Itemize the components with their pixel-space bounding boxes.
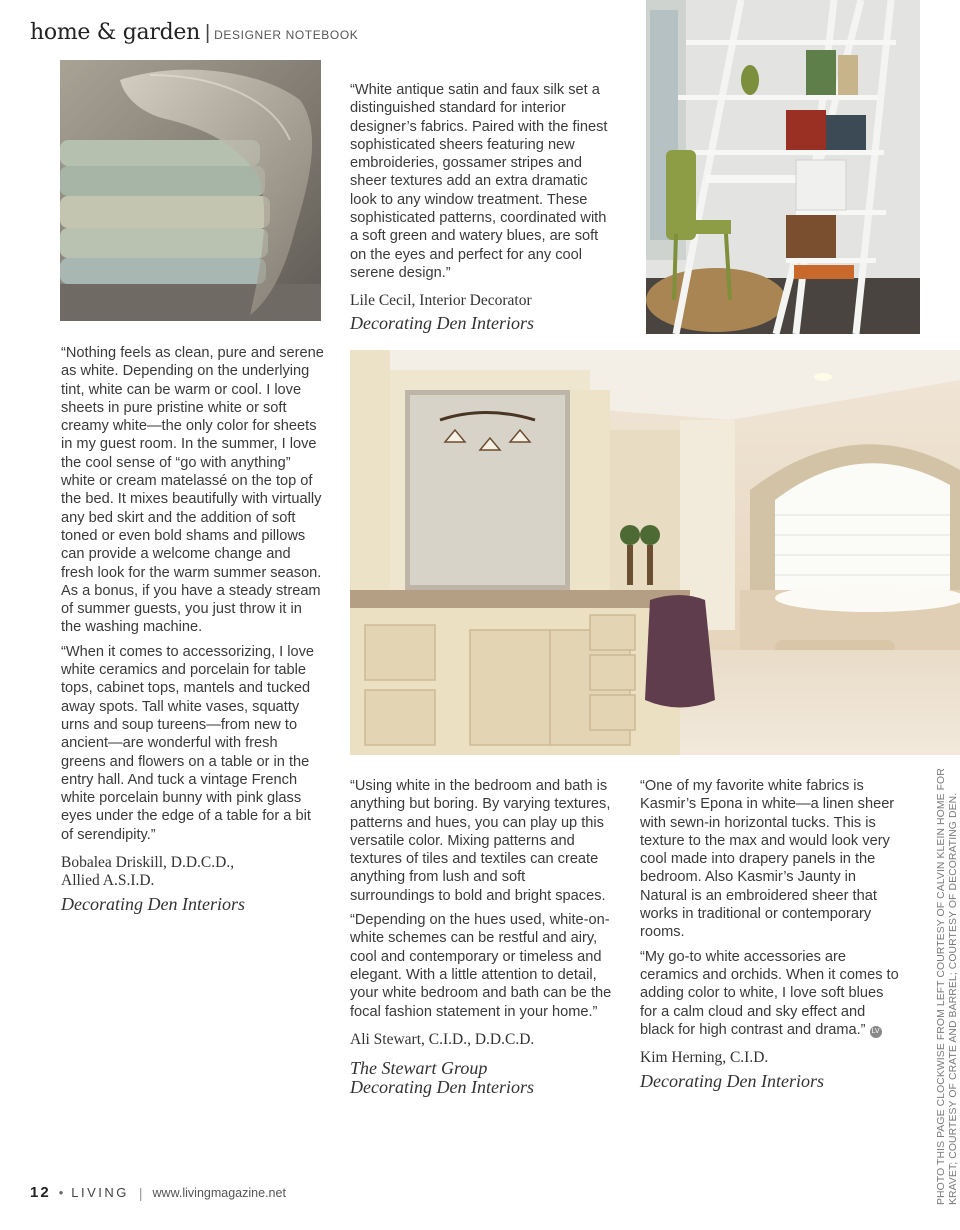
- end-mark-icon: LV: [870, 1026, 882, 1038]
- footer-divider: |: [138, 1184, 143, 1201]
- quote-paragraph: “Using white in the bedroom and bath is anything but boring. By varying textures, patterns and hues, you can play up this versatile color. Mixing patterns and textures of tiles and textiles can create anything from lush and soft surroundings to bold and bright spaces.: [350, 778, 611, 904]
- footer-bullet: •: [58, 1185, 64, 1200]
- quote-bobalea-driskill: [61, 344, 326, 915]
- author-name: Kim Herning, C.I.D.: [640, 1049, 769, 1067]
- photo-credit-line: PHOTO THIS PAGE CLOCKWISE FROM LEFT COURTESY OF CALVIN KLEIN HOME FOR: [936, 768, 947, 1205]
- quote-paragraph: [640, 948, 902, 1039]
- quote-paragraph: “White antique satin and faux silk set a distinguished standard for interior designer’s fabrics. Paired with the finest sophisticated sheers featuring new embroideries, gossamer stripes and sheer textures add an extra dramatic look to any window treatment. These sophisticated patterns, coordinated with a soft green and watery blues, are soft on the eyes and perfect for any cool serene design.”: [350, 82, 608, 281]
- shelf-illustration: [646, 0, 920, 334]
- quote-paragraph: “Nothing feels as clean, pure and serene as white. Depending on the underlying tint, white can be warm or cool. I love sheets in pure pristine white or soft creamy white—the only color for sheets in my guest room. In the summer, I love the cool sense of “go with anything” white or cream matelassé on the top of the bed. It mixes beautifully with virtually any bed skirt and the addition of soft toned or even bold shams and pillows can provide a welcome change and fresh look for the warm summer season. As a bonus, if you have a steady stream of summer guests, you just throw it in the washing machine.: [61, 345, 324, 636]
- page-footer: [30, 1184, 286, 1201]
- company-name: Decorating Den Interiors: [350, 313, 534, 334]
- author-name: Bobalea Driskill, D.D.C.D.,: [61, 854, 235, 872]
- company-name: The Stewart Group: [350, 1057, 488, 1078]
- photo-credit-line: KRAVET; COURTESY OF CRATE AND BARREL; COURTESY OF DECORATING DEN.: [948, 792, 959, 1205]
- header-divider: |: [204, 22, 211, 44]
- author-name: Ali Stewart, C.I.D., D.D.C.D.: [350, 1030, 535, 1048]
- company-name: Decorating Den Interiors: [350, 1077, 534, 1098]
- company-name: Decorating Den Interiors: [640, 1071, 824, 1092]
- quote-lile-cecil: [350, 81, 618, 334]
- bathroom-illustration: [350, 350, 960, 755]
- photo-credit: [936, 765, 960, 1205]
- page-number: 12: [30, 1184, 51, 1201]
- company-name: Decorating Den Interiors: [61, 894, 245, 915]
- subsection-title: DESIGNER NOTEBOOK: [214, 28, 359, 42]
- author-credentials: Allied A.S.I.D.: [61, 872, 155, 890]
- author-name: Lile Cecil, Interior Decorator: [350, 292, 532, 310]
- website-url: www.livingmagazine.net: [152, 1185, 286, 1200]
- quote-kim-herning: [640, 777, 902, 1092]
- linens-photo: [60, 60, 321, 321]
- quote-paragraph: “One of my favorite white fabrics is Kasmir’s Epona in white—a linen sheer with sewn-in horizontal tucks. This is texture to the max and would look very cool made into drapery panels in the bedroom. Also Kasmir’s Jaunty in Natural is an embroidered sheer that works in traditional or contemporary rooms.: [640, 778, 895, 941]
- quote-paragraph: “When it comes to accessorizing, I love white ceramics and porcelain for table tops, cabinet tops, mantels and tucked away spots. Tall white vases, squatty urns and soup tureens—from new to ancient—are wonderful with fresh greens and flowers on a table or in the entry hall. And tuck a vintage French white porcelain bunny with pink glass eyes under the edge of a table for a bit of serendipity.”: [61, 643, 315, 843]
- shelf-desk-photo: [646, 0, 920, 334]
- section-title: home & garden: [30, 20, 200, 45]
- magazine-name: LIVING: [71, 1185, 129, 1200]
- page-header: [30, 20, 358, 50]
- linens-illustration: [60, 60, 321, 321]
- quote-text: “My go-to white accessories are ceramics and orchids. When it comes to adding color to white, I love soft blues for a calm cloud and sky effect and black for high contrast and drama.”: [640, 948, 899, 1038]
- quote-ali-stewart: [350, 777, 612, 1098]
- bathroom-photo: [350, 350, 960, 755]
- quote-paragraph: “Depending on the hues used, white-on-white schemes can be restful and airy, cool and contemporary or timeless and elegant. With a little attention to detail, your white bedroom and bath can be the focal fashion statement in your home.”: [350, 912, 612, 1020]
